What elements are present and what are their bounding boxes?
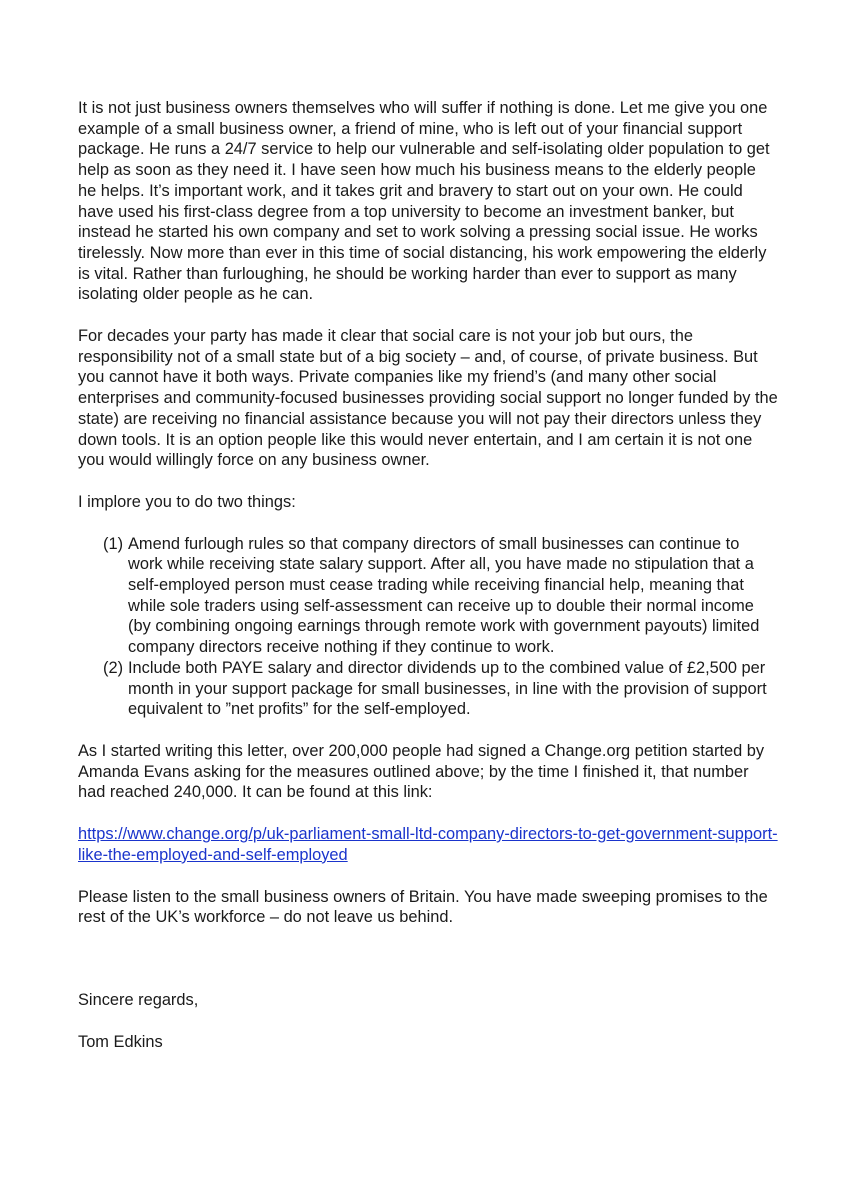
list-item-text: Amend furlough rules so that company directors of small businesses can continue to work while receiving state salary support. After all, you have made no stipulation that a self-employed person must cease trading while receiving financial help, meaning that while sole traders using self-assessment can receive up to double their normal income (by combining ongoing earnings through remote work with government payouts) limited company directors receive nothing if they continue to work. <box>128 534 760 657</box>
list-item-number: (2) <box>103 658 124 677</box>
letter-body <box>78 98 778 1052</box>
list-item <box>78 534 778 658</box>
paragraph-final-plea: Please listen to the small business owners of Britain. You have made sweeping promises to the rest of the UK’s workforce – do not leave us behind. <box>78 887 768 927</box>
paragraph-friend-example: It is not just business owners themselves who will suffer if nothing is done. Let me give you one example of a small business owner, a friend of mine, who is left out of your financial support package. He runs a 24/7 service to help our vulnerable and self-isolating older population to get help as soon as they need it. I have seen how much his business means to the elderly people he helps. It’s important work, and it takes grit and bravery to start out on your own. He could have used his first-class degree from a top university to become an investment banker, but instead he started his own company and set to work solving a pressing social issue. He works tirelessly. Now more than ever in this time of social distancing, his work empowering the elderly is vital. Rather than furloughing, he should be working harder than ever to support as many isolating older people as he can. <box>78 99 770 304</box>
paragraph-social-care: For decades your party has made it clear that social care is not your job but ours, the responsibility not of a small state but of a big society – and, of course, of private business. But you cannot have it both ways. Private companies like my friend’s (and many other social enterprises and community-focused businesses providing social support no longer funded by the state) are receiving no financial assistance because you will not pay their directors unless they down tools. It is an option people like this would never entertain, and I am certain it is not one you would willingly force on any business owner. <box>78 327 778 470</box>
petition-link[interactable]: https://www.change.org/p/uk-parliament-small-ltd-company-directors-to-get-government-support-like-the-employed-and-self-employed <box>78 825 778 864</box>
closing-salutation: Sincere regards, <box>78 990 199 1009</box>
signature-name: Tom Edkins <box>78 1032 163 1051</box>
list-item <box>78 658 778 720</box>
requests-list <box>78 534 778 720</box>
paragraph-petition: As I started writing this letter, over 200,000 people had signed a Change.org petition started by Amanda Evans asking for the measures outlined above; by the time I finished it, that number had reached 240,000. It can be found at this link: <box>78 741 765 802</box>
petition-link-paragraph <box>78 824 778 865</box>
list-item-number: (1) <box>103 534 124 553</box>
paragraph-list-intro: I implore you to do two things: <box>78 492 296 511</box>
list-item-text: Include both PAYE salary and director dividends up to the combined value of £2,500 per month in your support package for small businesses, in line with the provision of support equivalent to ”net profits” for the self-employed. <box>128 658 767 719</box>
